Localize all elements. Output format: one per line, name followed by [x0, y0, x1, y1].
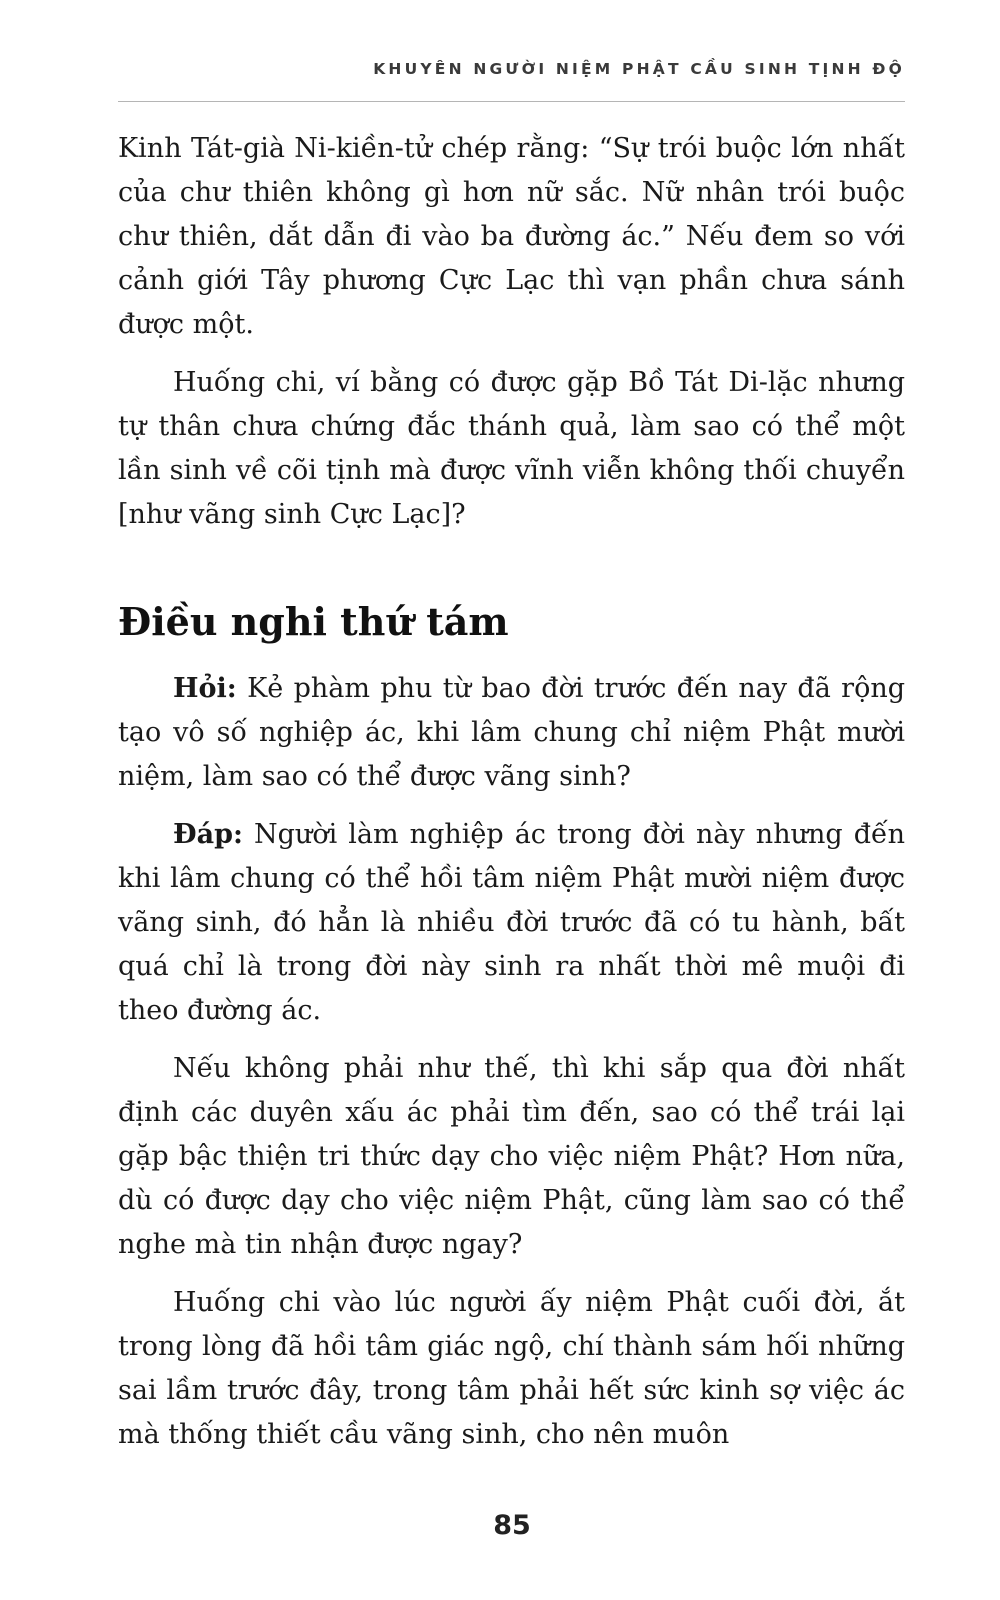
page-body: [118, 127, 905, 1471]
body-paragraph: Huống chi vào lúc người ấy niệm Phật cuối đời, ắt trong lòng đã hồi tâm giác ngộ, chí thành sám hối những sai lầm trước đây, trong tâm phải hết sức kinh sợ việc ác mà thống thiết cầu vãng sinh, cho nên muôn: [118, 1287, 905, 1450]
section-heading: Điều nghi thứ tám: [118, 599, 509, 644]
body-paragraph: Kinh Tát-già Ni-kiền-tử chép rằng: “Sự trói buộc lớn nhất của chư thiên không gì hơn nữ sắc. Nữ nhân trói buộc chư thiên, dắt dẫn đi vào ba đường ác.” Nếu đem so với cảnh giới Tây phương Cực Lạc thì vạn phần chưa sánh được một.: [118, 133, 905, 340]
answer-paragraph: [118, 813, 905, 1033]
body-paragraph: Nếu không phải như thế, thì khi sắp qua đời nhất định các duyên xấu ác phải tìm đến, sao có thể trái lại gặp bậc thiện tri thức dạy cho việc niệm Phật? Hơn nữa, dù có được dạy cho việc niệm Phật, cũng làm sao có thể nghe mà tin nhận được ngay?: [118, 1053, 905, 1260]
header-divider: [118, 101, 905, 102]
question-label: Hỏi:: [173, 673, 237, 704]
answer-text: Người làm nghiệp ác trong đời này nhưng đến khi lâm chung có thể hồi tâm niệm Phật mười niệm được vãng sinh, đó hẳn là nhiều đời trước đã có tu hành, bất quá chỉ là trong đời này sinh ra nhất thời mê muội đi theo đường ác.: [118, 819, 905, 1026]
page-number: 85: [493, 1510, 531, 1541]
answer-label: Đáp:: [173, 819, 243, 850]
question-paragraph: [118, 667, 905, 799]
running-header-title: KHUYÊN NGƯỜI NIỆM PHẬT CẦU SINH TỊNH ĐỘ: [373, 60, 905, 78]
question-text: Kẻ phàm phu từ bao đời trước đến nay đã rộng tạo vô số nghiệp ác, khi lâm chung chỉ niệm Phật mười niệm, làm sao có thể được vãng sinh?: [118, 673, 905, 792]
body-paragraph: Huống chi, ví bằng có được gặp Bồ Tát Di-lặc nhưng tự thân chưa chứng đắc thánh quả, làm sao có thể một lần sinh về cõi tịnh mà được vĩnh viễn không thối chuyển [như vãng sinh Cực Lạc]?: [118, 367, 905, 530]
